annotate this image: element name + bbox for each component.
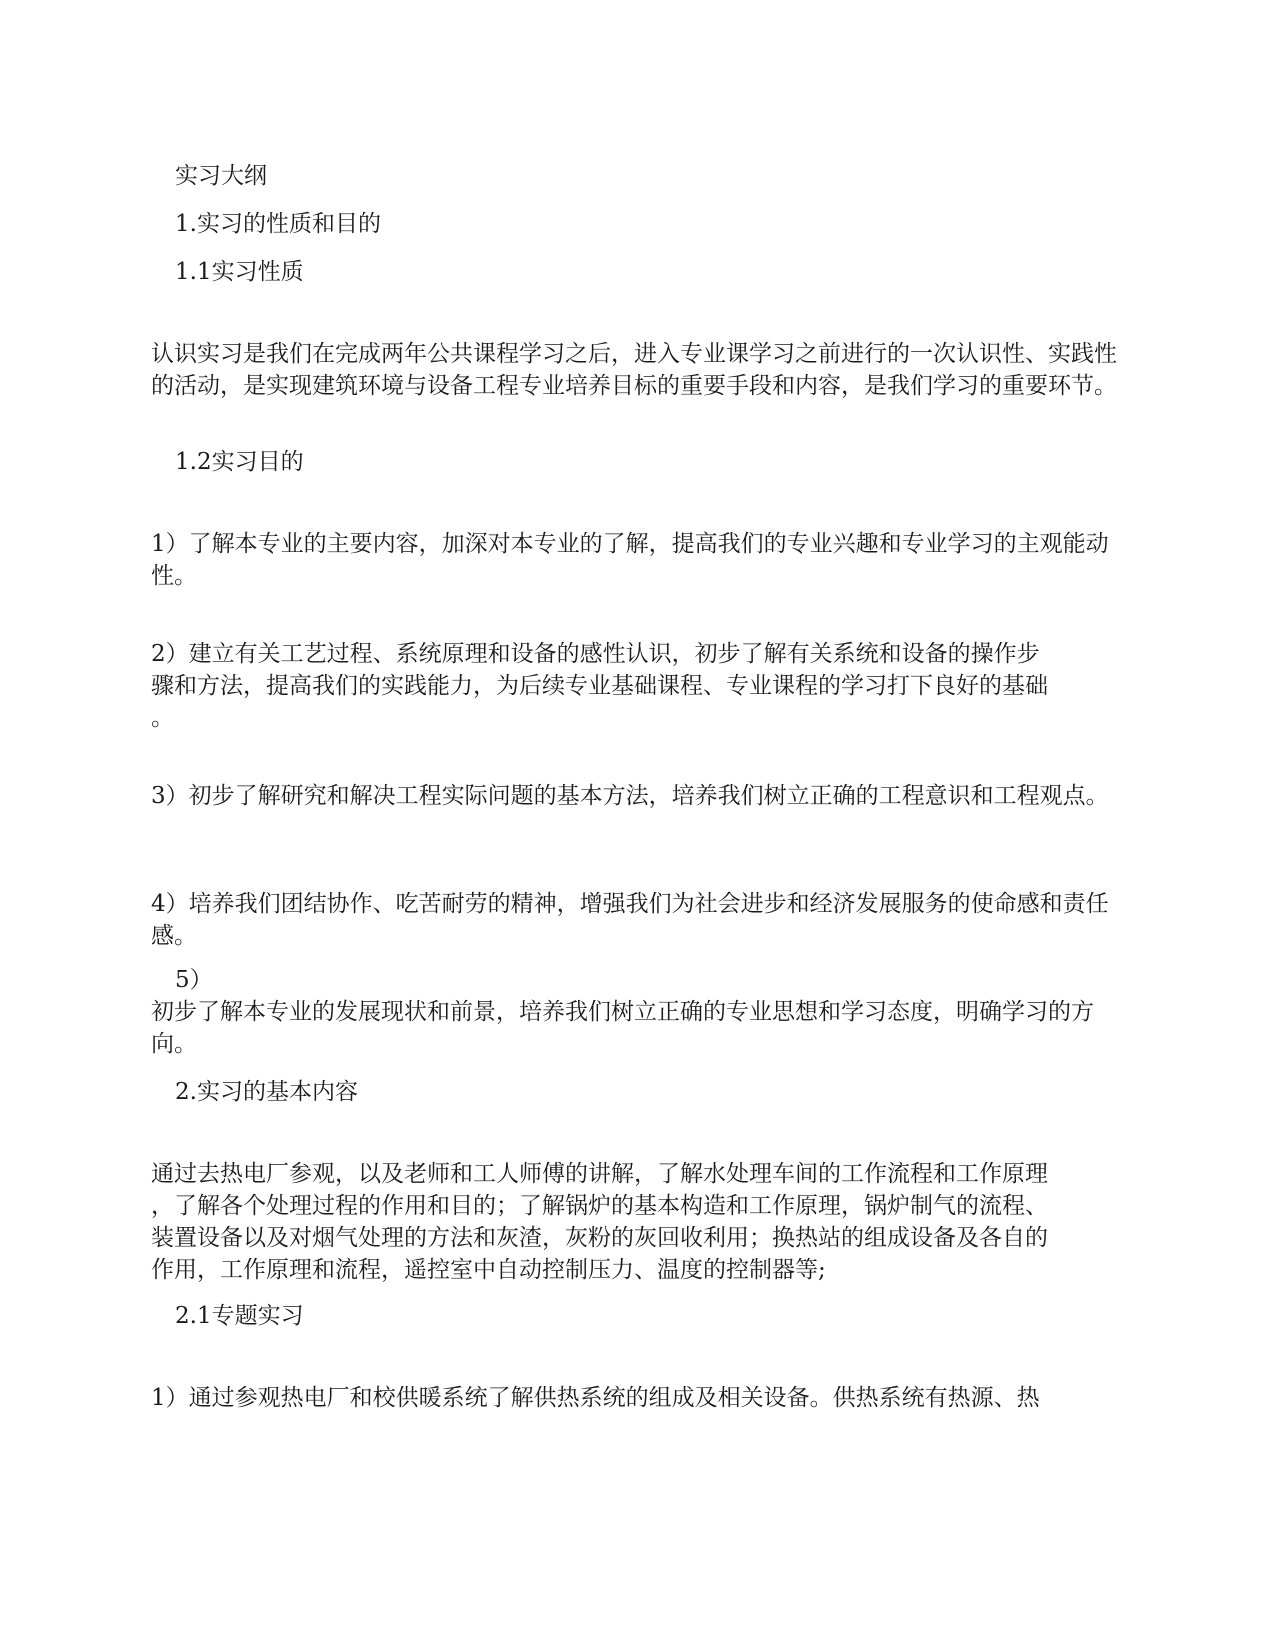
section-2-paragraph-line-2: ，了解各个处理过程的作用和目的；了解锅炉的基本构造和工作原理，锅炉制气的流程、 <box>151 1193 1048 1219</box>
section-2-heading: 2.实习的基本内容 <box>175 1079 358 1105</box>
purpose-item-2-line-2: 骤和方法，提高我们的实践能力，为后续专业基础课程、专业课程的学习打下良好的基础 <box>151 673 1048 699</box>
purpose-item-2-line-3: 。 <box>151 705 174 731</box>
section-2-1-item-1: 1）通过参观热电厂和校供暖系统了解供热系统的组成及相关设备。供热系统有热源、热 <box>151 1385 1040 1411</box>
section-2-paragraph-line-1: 通过去热电厂参观，以及老师和工人师傅的讲解，了解水处理车间的工作流程和工作原理 <box>151 1161 1048 1187</box>
purpose-item-1: 1）了解本专业的主要内容，加深对本专业的了解，提高我们的专业兴趣和专业学习的主观能动性。 <box>151 531 1109 589</box>
purpose-item-5-text: 初步了解本专业的发展现状和前景，培养我们树立正确的专业思想和学习态度，明确学习的方向。 <box>151 999 1094 1057</box>
purpose-item-3: 3）初步了解研究和解决工程实际问题的基本方法，培养我们树立正确的工程意识和工程观点。 <box>151 783 1109 809</box>
section-1-2-heading: 1.2实习目的 <box>175 449 304 475</box>
section-1-heading: 1.实习的性质和目的 <box>175 211 381 237</box>
purpose-item-2-line-1: 2）建立有关工艺过程、系统原理和设备的感性认识，初步了解有关系统和设备的操作步 <box>151 641 1040 667</box>
section-2-paragraph-line-3: 装置设备以及对烟气处理的方法和灰渣，灰粉的灰回收利用；换热站的组成设备及各自的 <box>151 1225 1048 1251</box>
section-1-1-heading: 1.1实习性质 <box>175 259 304 285</box>
section-1-1-paragraph: 认识实习是我们在完成两年公共课程学习之后，进入专业课学习之前进行的一次认识性、实践性的活动，是实现建筑环境与设备工程专业培养目标的重要手段和内容，是我们学习的重要环节。 <box>151 341 1117 399</box>
document-title: 实习大纲 <box>175 163 267 189</box>
section-2-paragraph-line-4: 作用，工作原理和流程，遥控室中自动控制压力、温度的控制器等; <box>151 1257 826 1283</box>
section-2-1-heading: 2.1专题实习 <box>175 1303 304 1329</box>
purpose-item-5-label: 5） <box>175 967 213 993</box>
purpose-item-4: 4）培养我们团结协作、吃苦耐劳的精神，增强我们为社会进步和经济发展服务的使命感和责任感。 <box>151 891 1109 949</box>
